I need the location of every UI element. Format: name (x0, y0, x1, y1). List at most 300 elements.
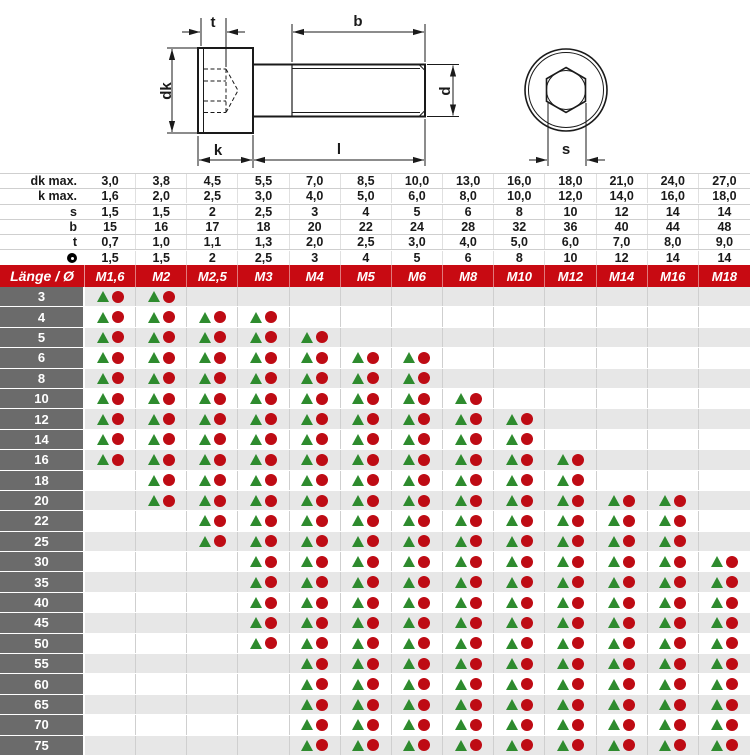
availability-cell (136, 430, 187, 449)
circle-icon (418, 352, 430, 364)
dim-value: 14,0 (597, 189, 648, 203)
availability-cell (238, 430, 289, 449)
triangle-icon (199, 393, 211, 404)
circle-icon (623, 637, 635, 649)
availability-cell (341, 654, 392, 673)
circle-icon (418, 739, 430, 751)
length-label: 4 (0, 307, 85, 326)
triangle-icon (301, 515, 313, 526)
circle-icon (265, 433, 277, 445)
dim-value: 24,0 (648, 174, 699, 188)
availability-cell (699, 450, 750, 469)
circle-icon (214, 393, 226, 405)
triangle-icon (403, 495, 415, 506)
availability-cell (187, 552, 238, 571)
circle-icon (112, 291, 124, 303)
availability-cell (238, 674, 289, 693)
triangle-icon (506, 719, 518, 730)
availability-cell (545, 674, 596, 693)
dim-value: 3,0 (85, 174, 136, 188)
triangle-icon (403, 638, 415, 649)
column-header-M14: M14 (597, 265, 648, 287)
circle-icon (112, 352, 124, 364)
triangle-icon (506, 699, 518, 710)
length-label: 20 (0, 491, 85, 510)
availability-cell (392, 409, 443, 428)
availability-cell (648, 572, 699, 591)
triangle-icon (659, 699, 671, 710)
availability-cell (136, 348, 187, 367)
circle-icon (316, 637, 328, 649)
triangle-icon (711, 699, 723, 710)
availability-cell (494, 328, 545, 347)
circle-icon (674, 658, 686, 670)
dim-value: 44 (648, 220, 699, 234)
triangle-icon (608, 679, 620, 690)
circle-icon (112, 331, 124, 343)
triangle-icon (250, 434, 262, 445)
availability-cell (392, 328, 443, 347)
dim-label-k: k (213, 142, 223, 159)
circle-icon (470, 495, 482, 507)
availability-cell (187, 450, 238, 469)
dim-value: 14 (648, 251, 699, 265)
circle-icon (316, 576, 328, 588)
length-row-18 (0, 471, 750, 491)
dim-value: 21,0 (597, 174, 648, 188)
triangle-icon (455, 454, 467, 465)
availability-cell (341, 511, 392, 530)
availability-cell (187, 328, 238, 347)
circle-icon (367, 617, 379, 629)
dim-value: 10,0 (392, 174, 443, 188)
column-header-M18: M18 (711, 268, 738, 284)
availability-cell (136, 613, 187, 632)
availability-cell (136, 389, 187, 408)
triangle-icon (352, 679, 364, 690)
availability-cell (238, 511, 289, 530)
availability-cell (597, 695, 648, 714)
length-label: 22 (0, 511, 85, 530)
availability-cell (443, 450, 494, 469)
triangle-icon (352, 617, 364, 628)
triangle-icon (301, 699, 313, 710)
availability-cell (341, 450, 392, 469)
triangle-icon (711, 638, 723, 649)
triangle-icon (455, 475, 467, 486)
triangle-icon (199, 536, 211, 547)
length-label: 70 (0, 715, 85, 734)
circle-icon (623, 535, 635, 547)
dim-value: 2,5 (341, 235, 392, 249)
availability-cell (341, 348, 392, 367)
availability-cell (648, 674, 699, 693)
availability-cell (85, 307, 136, 326)
availability-cell (290, 654, 341, 673)
availability-cell (290, 348, 341, 367)
circle-icon (163, 454, 175, 466)
dim-label-s: s (561, 141, 571, 158)
triangle-icon (301, 740, 313, 751)
dim-value: 40 (597, 220, 648, 234)
column-header-M2,5: M2,5 (187, 265, 238, 287)
triangle-icon (301, 373, 313, 384)
circle-icon (214, 372, 226, 384)
length-row-14 (0, 430, 750, 450)
matrix-body (0, 287, 750, 756)
triangle-icon (250, 454, 262, 465)
circle-icon (418, 515, 430, 527)
circle-icon (418, 699, 430, 711)
length-row-45 (0, 613, 750, 633)
dim-value: 4,5 (187, 174, 238, 188)
circle-icon (470, 474, 482, 486)
dim-value: 36 (545, 220, 596, 234)
dim-value: 10,0 (494, 189, 545, 203)
availability-cell (545, 348, 596, 367)
availability-cell (392, 613, 443, 632)
availability-cell (545, 430, 596, 449)
triangle-icon (455, 740, 467, 751)
availability-cell (392, 695, 443, 714)
triangle-icon (250, 414, 262, 425)
circle-icon (163, 331, 175, 343)
availability-cell (392, 348, 443, 367)
availability-cell (238, 572, 289, 591)
circle-icon (316, 739, 328, 751)
circle-icon (470, 658, 482, 670)
circle-icon (470, 454, 482, 466)
availability-cell (187, 736, 238, 755)
length-row-70 (0, 715, 750, 735)
triangle-icon (403, 597, 415, 608)
availability-cell (545, 369, 596, 388)
circle-icon (623, 597, 635, 609)
screw-side-view (198, 48, 425, 133)
column-header-M2: M2 (136, 265, 187, 287)
availability-cell (597, 328, 648, 347)
circle-icon (163, 474, 175, 486)
circle-icon (572, 495, 584, 507)
circle-icon (726, 719, 738, 731)
circle-icon (674, 535, 686, 547)
dim-label-t: t (210, 14, 216, 31)
triangle-icon (557, 556, 569, 567)
circle-icon (367, 372, 379, 384)
triangle-icon (301, 556, 313, 567)
circle-icon (418, 495, 430, 507)
availability-cell (597, 674, 648, 693)
availability-cell (392, 654, 443, 673)
availability-cell (187, 307, 238, 326)
triangle-icon (301, 352, 313, 363)
triangle-icon (711, 597, 723, 608)
triangle-icon (608, 658, 620, 669)
length-label: 55 (0, 654, 85, 673)
availability-cell (648, 736, 699, 755)
availability-cell (699, 654, 750, 673)
triangle-icon (455, 393, 467, 404)
circle-icon (316, 719, 328, 731)
availability-cell (545, 532, 596, 551)
length-label: 12 (0, 409, 85, 428)
availability-cell (85, 409, 136, 428)
availability-cell (494, 715, 545, 734)
triangle-icon (403, 617, 415, 628)
column-header-M1,6: M1,6 (85, 265, 136, 287)
dim-value: 16,0 (494, 174, 545, 188)
availability-cell (290, 471, 341, 490)
availability-cell (443, 715, 494, 734)
dim-row (0, 173, 750, 188)
triangle-icon (352, 475, 364, 486)
availability-cell (699, 307, 750, 326)
availability-cell (597, 532, 648, 551)
circle-icon (623, 495, 635, 507)
triangle-icon (301, 454, 313, 465)
circle-icon (470, 719, 482, 731)
triangle-icon (403, 679, 415, 690)
dim-value: 1,1 (187, 235, 238, 249)
circle-icon (367, 352, 379, 364)
circle-icon (572, 617, 584, 629)
availability-cell (187, 430, 238, 449)
dim-value: 3,8 (136, 174, 187, 188)
dim-row (0, 204, 750, 219)
dim-value: 10 (545, 251, 596, 265)
availability-cell (187, 695, 238, 714)
availability-cell (238, 613, 289, 632)
availability-cell (238, 654, 289, 673)
length-label: 16 (0, 450, 85, 469)
circle-icon (418, 719, 430, 731)
availability-cell (648, 389, 699, 408)
availability-cell (648, 532, 699, 551)
triangle-icon (506, 414, 518, 425)
triangle-icon (506, 475, 518, 486)
availability-cell (187, 471, 238, 490)
circle-icon (367, 658, 379, 670)
triangle-icon (148, 312, 160, 323)
circle-icon (265, 393, 277, 405)
dim-value: 10 (545, 205, 596, 219)
availability-cell (290, 695, 341, 714)
dimension-table (0, 173, 750, 266)
availability-cell (443, 552, 494, 571)
availability-cell (187, 369, 238, 388)
circle-icon (163, 413, 175, 425)
circle-icon (265, 597, 277, 609)
availability-cell (494, 307, 545, 326)
circle-icon (674, 576, 686, 588)
circle-icon (316, 474, 328, 486)
circle-icon (112, 433, 124, 445)
triangle-icon (557, 515, 569, 526)
circle-icon (214, 515, 226, 527)
circle-icon (265, 474, 277, 486)
availability-cell (392, 450, 443, 469)
availability-cell (494, 511, 545, 530)
availability-cell (597, 287, 648, 306)
availability-cell (136, 471, 187, 490)
triangle-icon (506, 577, 518, 588)
dim-value: 2,5 (238, 205, 289, 219)
triangle-icon (455, 495, 467, 506)
circle-icon (418, 556, 430, 568)
triangle-icon (711, 617, 723, 628)
availability-cell (136, 491, 187, 510)
circle-icon (316, 433, 328, 445)
triangle-icon (148, 393, 160, 404)
length-row-30 (0, 552, 750, 572)
triangle-icon (711, 577, 723, 588)
dim-row-label: k max. (38, 189, 77, 204)
triangle-icon (250, 577, 262, 588)
availability-cell (187, 613, 238, 632)
availability-cell (699, 634, 750, 653)
triangle-icon (352, 638, 364, 649)
availability-cell (648, 593, 699, 612)
availability-cell (443, 471, 494, 490)
length-label: 3 (0, 287, 85, 306)
dim-value: 4,0 (290, 189, 341, 203)
dim-value: 16 (136, 220, 187, 234)
availability-cell (648, 471, 699, 490)
circle-icon (418, 393, 430, 405)
circle-icon (418, 372, 430, 384)
circle-icon (623, 739, 635, 751)
triangle-icon (659, 617, 671, 628)
triangle-icon (403, 352, 415, 363)
triangle-icon (506, 536, 518, 547)
circle-icon (623, 515, 635, 527)
availability-cell (290, 389, 341, 408)
triangle-icon (352, 556, 364, 567)
circle-icon (316, 495, 328, 507)
circle-icon (521, 433, 533, 445)
column-header-M5: M5 (341, 265, 392, 287)
availability-cell (85, 715, 136, 734)
availability-cell (443, 389, 494, 408)
availability-cell (597, 572, 648, 591)
availability-cell (341, 389, 392, 408)
availability-cell (494, 593, 545, 612)
dim-value: 6,0 (392, 189, 443, 203)
triangle-icon (608, 536, 620, 547)
availability-cell (187, 532, 238, 551)
dim-value: 14 (648, 205, 699, 219)
availability-cell (545, 491, 596, 510)
circle-icon (726, 699, 738, 711)
availability-cell (290, 674, 341, 693)
length-row-75 (0, 736, 750, 756)
circle-icon (623, 576, 635, 588)
dim-value: 2,0 (136, 189, 187, 203)
triangle-icon (608, 597, 620, 608)
availability-cell (341, 532, 392, 551)
dim-value: 3 (290, 251, 341, 265)
circle-icon (572, 739, 584, 751)
matrix-header-row (0, 265, 750, 287)
dim-row (0, 219, 750, 234)
availability-cell (699, 736, 750, 755)
circle-icon (418, 535, 430, 547)
circle-icon (112, 413, 124, 425)
circle-icon (367, 576, 379, 588)
length-label: 25 (0, 532, 85, 551)
availability-cell (341, 736, 392, 755)
availability-cell (85, 593, 136, 612)
circle-icon (316, 699, 328, 711)
triangle-icon (301, 434, 313, 445)
triangle-icon (403, 434, 415, 445)
availability-cell (392, 307, 443, 326)
length-row-40 (0, 593, 750, 613)
circle-icon (726, 597, 738, 609)
length-label: 5 (0, 328, 85, 347)
circle-icon (367, 535, 379, 547)
availability-cell (136, 369, 187, 388)
triangle-icon (148, 454, 160, 465)
triangle-icon (97, 291, 109, 302)
triangle-icon (403, 577, 415, 588)
circle-icon (470, 393, 482, 405)
circle-icon (163, 495, 175, 507)
triangle-icon (659, 679, 671, 690)
availability-cell (392, 715, 443, 734)
triangle-icon (506, 454, 518, 465)
circle-icon (316, 331, 328, 343)
availability-cell (136, 287, 187, 306)
length-label: 35 (0, 572, 85, 591)
dim-label-dk: dk (158, 82, 175, 100)
availability-cell (136, 634, 187, 653)
availability-cell (699, 491, 750, 510)
circle-icon (367, 678, 379, 690)
circle-icon (572, 699, 584, 711)
circle-icon (418, 433, 430, 445)
triangle-icon (199, 434, 211, 445)
column-header-M16: M16 (648, 265, 699, 287)
availability-cell (238, 715, 289, 734)
circle-icon (470, 515, 482, 527)
triangle-icon (352, 536, 364, 547)
availability-cell (443, 369, 494, 388)
triangle-icon (659, 495, 671, 506)
triangle-icon (557, 495, 569, 506)
availability-cell (648, 715, 699, 734)
availability-cell (290, 430, 341, 449)
circle-icon (470, 535, 482, 547)
triangle-icon (506, 434, 518, 445)
triangle-icon (250, 515, 262, 526)
availability-cell (648, 307, 699, 326)
dim-value: 1,3 (238, 235, 289, 249)
triangle-icon (711, 740, 723, 751)
availability-cell (648, 511, 699, 530)
circle-icon (163, 311, 175, 323)
triangle-icon (199, 373, 211, 384)
triangle-icon (659, 740, 671, 751)
circle-icon (418, 454, 430, 466)
availability-cell (443, 634, 494, 653)
dim-value: 6 (443, 251, 494, 265)
availability-cell (494, 552, 545, 571)
circle-icon (470, 433, 482, 445)
availability-cell (392, 736, 443, 755)
availability-cell (85, 654, 136, 673)
availability-cell (290, 511, 341, 530)
